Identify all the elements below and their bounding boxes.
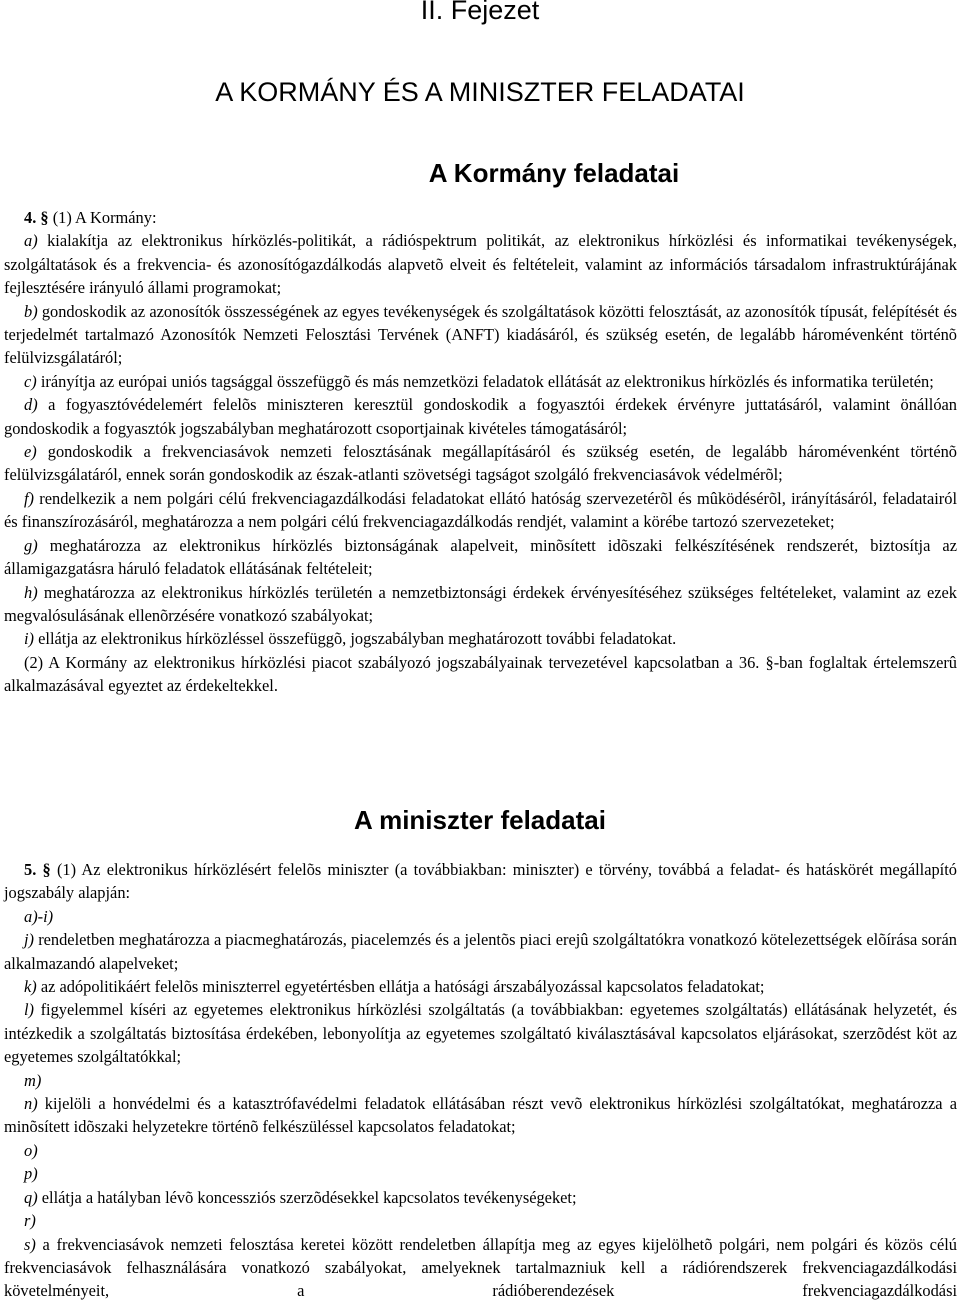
item-label: o) <box>24 1140 38 1160</box>
list-item <box>4 229 957 299</box>
item-text: kialakítja az elektronikus hírközlés-politikát, a rádióspektrum politikát, az elektronikus hírközlési és informatikai tevékenységek, szolgáltatások és a frekvencia- és azonosítógazdálkodás alapvetõ elveit és feltételeit, valamint az információs társadalom infrastruktúrájának fejlesztésére irányuló állami programokat; <box>4 231 957 298</box>
list-item <box>4 487 957 534</box>
list-item <box>4 300 957 370</box>
item-label: i) <box>24 629 35 649</box>
item-text: meghatározza az elektronikus hírközlés biztonságának alapelveit, minõsített idõszaki felkészítésének rendszerét, biztosítja az államigazgatásra háruló feladatok ellátásának feltételeit; <box>4 535 957 579</box>
item-text: meghatározza az elektronikus hírközlés területén a nemzetbiztonsági érdekek érvényesítéséhez szükséges feltételeket, valamint az ezek megvalósulásának ellenõrzésére vonatkozó szabályokat; <box>4 582 957 625</box>
item-label: g) <box>24 535 38 555</box>
section-heading-minister: A miniszter feladatai <box>354 805 606 835</box>
item-text: gondoskodik az azonosítók összességének az egyes tevékenységek és szolgáltatások közötti felosztását, az azonosítók típusát, felépítését és terjedelmét tartalmazó Azonosítók Nemzeti Felosztási Tervének (ANFT) kiadásáról, és szükség esetén, de legalább háromévenként történõ felülvizsgálatáról; <box>4 301 957 368</box>
item-label: m) <box>24 1070 42 1090</box>
item-text: az adópolitikáért felelõs miniszterrel egyetértésben ellátja a hatósági árszabályozással kapcsolatos feladatokat; <box>40 977 765 997</box>
item-text: rendeletben meghatározza a piacmeghatározás, piacelemzés és a jelentõs piaci erejû szolgáltatókra vonatkozó kötelezettségek elõírása során alkalmazandó alapelveket; <box>4 930 957 973</box>
section-government-body <box>4 206 957 698</box>
chapter-title: II. Fejezet <box>420 0 540 25</box>
paragraph-intro-text: (1) A Kormány: <box>52 208 157 227</box>
item-label: r) <box>24 1211 36 1231</box>
list-item <box>4 440 957 487</box>
list-item <box>4 998 957 1068</box>
item-label: k) <box>24 977 37 997</box>
list-item <box>4 1233 957 1303</box>
item-label: e) <box>24 442 37 462</box>
list-item <box>4 928 957 975</box>
item-text: a fogyasztóvédelemért felelõs miniszteren keresztül gondoskodik a fogyasztói érdekek érvényre juttatásáról, valamint önállóan gondoskodik a fogyasztók jogszabályban meghatározott csoportjainak kivételes támogatásáról; <box>4 395 957 438</box>
paragraph-4-intro <box>4 206 957 229</box>
list-item <box>4 975 957 998</box>
paragraph-number: 4. § <box>24 208 49 227</box>
paragraph-4-2: (2) A Kormány az elektronikus hírközlési piacot szabályozó jogszabályainak tervezetével kapcsolatban a 36. §-ban foglaltak értelemszerû alkalmazásával egyeztet az érdekeltekkel. <box>4 652 957 696</box>
list-item <box>4 1209 957 1232</box>
list-item <box>4 1186 957 1209</box>
list-item <box>4 1069 957 1092</box>
item-label: b) <box>24 301 38 321</box>
list-item <box>4 627 957 650</box>
chapter-subtitle: A KORMÁNY ÉS A MINISZTER FELADATAI <box>215 77 745 107</box>
item-text: figyelemmel kíséri az egyetemes elektronikus hírközlési szolgáltatás (a továbbiakban: egyetemes szolgáltatás) ellátásának helyzetét, és intézkedik a szolgáltatás biztosítása érdekében, lebonyolítja az egyetemes szolgáltató kiválasztásával kapcsolatos eljárásokat, szerzõdést köt az egyetemes szolgáltatókkal; <box>4 1000 957 1067</box>
item-text: ellátja az elektronikus hírközléssel összefüggõ, jogszabályban meghatározott további feladatokat. <box>38 629 677 649</box>
item-label: a)-i) <box>24 906 54 926</box>
paragraph-intro-text: (1) Az elektronikus hírközlésért felelõs miniszter (a továbbiakban: miniszter) e törvény, továbbá a feladat- és hatáskörét megállapító jogszabály alapján: <box>4 860 957 903</box>
list-item <box>4 581 957 628</box>
list-item <box>4 905 957 928</box>
list-item <box>4 534 957 581</box>
item-label: h) <box>24 582 38 602</box>
item-text: ellátja a hatályban lévõ koncessziós szerzõdésekkel kapcsolatos tevékenységeket; <box>41 1187 577 1207</box>
paragraph-5-intro <box>4 858 957 905</box>
item-label: q) <box>24 1187 38 1207</box>
list-item <box>4 370 957 393</box>
list-item <box>4 393 957 440</box>
item-label: l) <box>24 1000 35 1020</box>
item-text: kijelöli a honvédelmi és a katasztrófavédelmi feladatok ellátásában részt vevõ elektronikus hírközlési szolgáltatókat, meghatározza a minõsített idõszaki helyzetekre történõ felkészüléssel kapcsolatos feladatokat; <box>4 1094 957 1137</box>
item-text: gondoskodik a frekvenciasávok nemzeti felosztásának megállapításáról és szükség esetén, de legalább háromévenként történõ felülvizsgálatáról, ennek során gondoskodik az észak-atlanti szövetségi tagságot szolgáló frekvenciasávok védelmérõl; <box>4 442 957 485</box>
list-item <box>4 1162 957 1185</box>
item-label: s) <box>24 1234 36 1254</box>
list-item <box>4 1139 957 1162</box>
item-text: irányítja az európai uniós tagsággal összefüggõ és más nemzetközi feladatok ellátását az elektronikus hírközlés és informatika területén; <box>40 371 934 391</box>
list-item <box>4 1092 957 1139</box>
section-minister-body <box>4 858 957 1303</box>
item-label: c) <box>24 371 37 391</box>
paragraph-number: 5. § <box>24 860 51 879</box>
item-label: j) <box>24 930 35 950</box>
item-label: d) <box>24 395 38 415</box>
item-label: f) <box>24 488 35 508</box>
item-label: a) <box>24 231 38 251</box>
item-text: a frekvenciasávok nemzeti felosztása keretei között rendeletben állapítja meg az egyes kijelölhetõ polgári, nem polgári és közös célú frekvenciasávok felhasználására vonatkozó szabályokat, amelyeknek tartalmazniuk kell a rádiórendszerek frekvenciagazdálkodási követelményeit, a rádióberendezések frekvenciagazdálkodási <box>4 1234 957 1301</box>
item-label: p) <box>24 1164 38 1184</box>
item-label: n) <box>24 1094 38 1114</box>
item-text: rendelkezik a nem polgári célú frekvenciagazdálkodási feladatokat ellátó hatóság szervezetérõl és mûködésérõl, irányításáról, feladatairól és finanszírozásáról, meghatározza a nem polgári célú frekvenciagazdálkodás rendjét, valamint a körébe tartozó szervezeteket; <box>4 488 957 532</box>
section-heading-government: A Kormány feladatai <box>428 158 680 188</box>
